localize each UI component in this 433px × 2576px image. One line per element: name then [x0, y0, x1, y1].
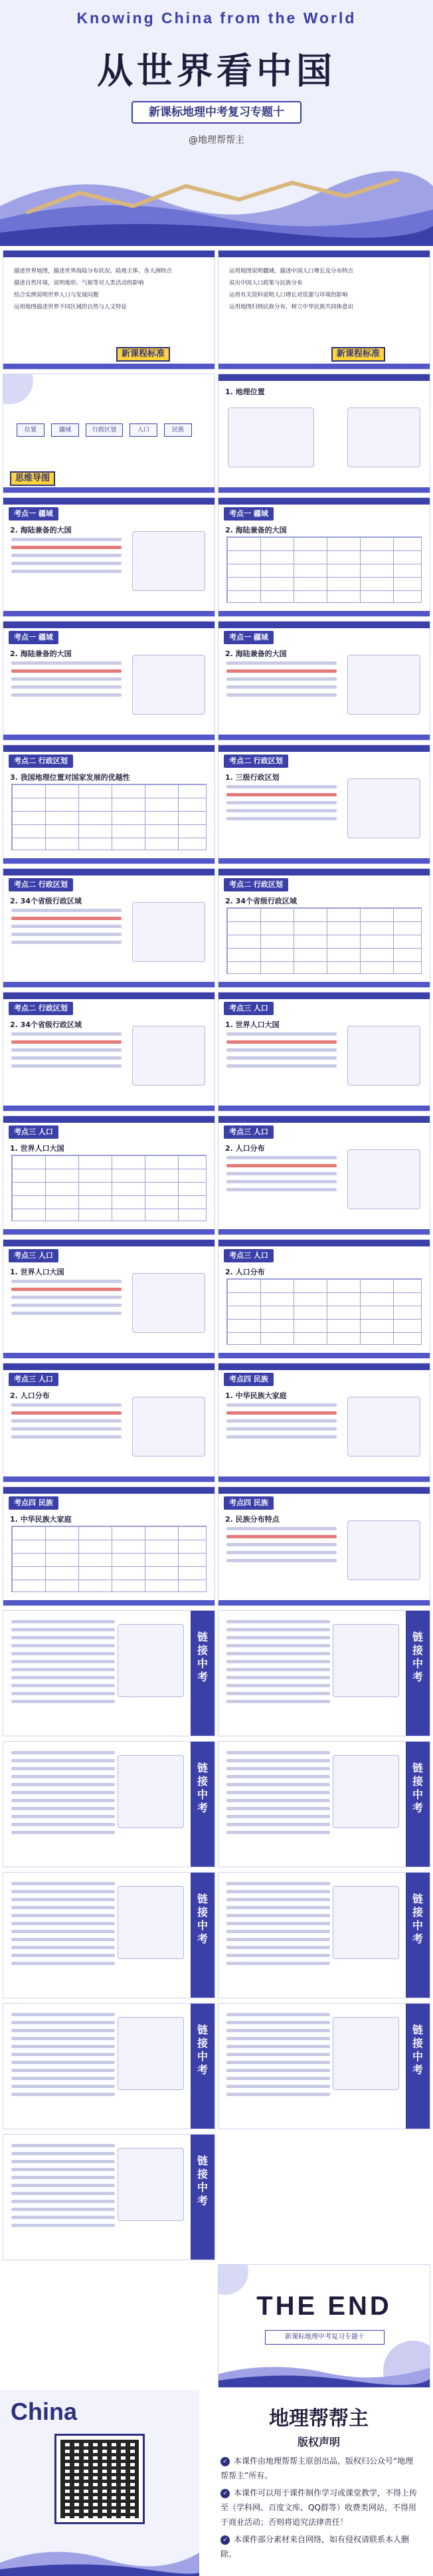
slide-heading: 1. 中华民族大家庭 [225, 1391, 287, 1400]
question-text [226, 1751, 330, 1839]
footer [0, 2390, 433, 2576]
slide-tag: 考点三 人口 [224, 1002, 274, 1015]
map-figure [347, 1149, 420, 1209]
content-text [11, 661, 122, 701]
question-text [11, 1620, 115, 1708]
content-slide [3, 621, 215, 741]
question-figure [333, 1886, 399, 1959]
great-wall-illustration [0, 2536, 199, 2576]
content-slide [3, 1363, 215, 1482]
content-slide [218, 1363, 430, 1482]
slide-mindmap [3, 374, 215, 493]
content-slide [218, 992, 430, 1112]
slide-heading: 1. 中华民族大家庭 [10, 1515, 72, 1524]
standards-banner: 新课程标准 [116, 347, 170, 362]
content-slide [3, 1115, 215, 1235]
question-text [11, 1751, 115, 1839]
slide-tag: 考点二 行政区划 [9, 878, 73, 891]
question-figure [118, 2017, 184, 2090]
content-text [11, 909, 122, 949]
content-text [226, 1403, 337, 1443]
content-text [11, 1280, 122, 1320]
mindmap-node: 疆域 [51, 423, 79, 437]
exercise-label: 链接中考 [197, 1893, 208, 1945]
slide-tag: 考点二 行政区划 [224, 878, 288, 891]
slide-heading: 1. 世界人口大国 [225, 1020, 280, 1029]
mindmap-node: 民族 [164, 423, 192, 437]
content-slide [3, 1486, 215, 1606]
slide-heading: 2. 人口分布 [10, 1391, 50, 1400]
standards-banner: 新课程标准 [331, 347, 385, 362]
great-wall-illustration [0, 146, 433, 246]
map-figure [132, 655, 205, 715]
slide-tag: 考点三 人口 [224, 1249, 274, 1262]
content-table [11, 1155, 207, 1221]
slide-heading: 2. 海陆兼备的大国 [10, 649, 72, 658]
exercise-slide [3, 1741, 215, 1867]
slide-heading: 2. 民族分布特点 [225, 1515, 280, 1524]
slide-heading: 2. 34个省级行政区域 [10, 897, 82, 905]
cover-author: @地理帮帮主 [189, 135, 244, 146]
content-slide [218, 497, 430, 617]
slide-tag: 考点二 行政区划 [224, 755, 288, 768]
exercise-slide [3, 1872, 215, 1998]
question-text [226, 1620, 330, 1708]
end-title: THE END [256, 2291, 392, 2321]
copyright-list [220, 2454, 420, 2564]
map-figure [132, 902, 205, 962]
exercise-slide [218, 1741, 430, 1867]
mindmap-node: 行政区划 [86, 423, 123, 437]
map-figure [347, 1397, 420, 1457]
slide-tag: 考点二 行政区划 [9, 1002, 73, 1015]
map-figure [347, 1026, 420, 1086]
question-figure [118, 1624, 184, 1697]
content-table [11, 784, 207, 850]
slide-heading: 1. 三级行政区划 [225, 773, 280, 782]
slide-tag: 考点四 民族 [224, 1373, 274, 1386]
exercise-label: 链接中考 [412, 2024, 423, 2076]
question-text [226, 2013, 330, 2101]
mindmap-node: 位置 [17, 423, 44, 437]
china-word: China [11, 2398, 78, 2425]
standard-item: 运用地图描述世界不同区域的自然与人文特征 [14, 304, 128, 310]
slide-heading: 1. 地理位置 [225, 388, 265, 396]
mindmap-banner: 思维导图 [10, 471, 55, 486]
slide-standards-right [218, 250, 430, 370]
standard-item: 描述自然环境，说明地形、气候等对人类活动的影响 [14, 280, 144, 287]
standard-item: 运用地图说明疆域、描述中国人口增长及分布特点 [229, 268, 354, 275]
content-slide [218, 1115, 430, 1235]
content-slide [218, 745, 430, 864]
end-subtitle: 新课标地理中考复习专题十 [265, 2330, 385, 2345]
question-figure [333, 2017, 399, 2090]
content-slide [3, 868, 215, 988]
cover-subtitle: 新课标地理中考复习专题十 [131, 101, 302, 124]
slide-tag: 考点一 疆域 [224, 507, 274, 521]
content-text [11, 538, 122, 578]
standards-left-list [14, 267, 204, 314]
slide-standards-left [3, 250, 215, 370]
slide-heading: 2. 海陆兼备的大国 [225, 649, 287, 658]
slide-heading: 2. 海陆兼备的大国 [10, 526, 72, 534]
bullet-icon: ✓ [220, 2489, 230, 2498]
exercise-label: 链接中考 [197, 2024, 208, 2076]
slide-heading: 2. 海陆兼备的大国 [225, 526, 287, 534]
question-figure [118, 1886, 184, 1959]
exercise-slide [218, 1872, 430, 1998]
slide-location [218, 374, 430, 493]
slide-heading: 2. 人口分布 [225, 1144, 265, 1153]
copyright-item: ✓ 本课件可以用于课件制作学习或课堂教学，不得上传至（学科网、百度文库、QQ群等）收费类网站，不得用于商业活动；否则将追究法律责任！ [220, 2488, 418, 2527]
content-slide [3, 497, 215, 617]
content-text [11, 1403, 122, 1443]
exercise-label: 链接中考 [412, 1762, 423, 1814]
copyright-item: ✓ 本课件由地理帮帮主原创出品，版权归公众号“地理帮帮主”所有。 [220, 2456, 414, 2480]
question-figure [333, 1624, 399, 1697]
standards-right-list [229, 267, 419, 314]
question-text [11, 2144, 115, 2232]
exercise-slide [218, 2003, 430, 2129]
question-figure [118, 2148, 184, 2221]
cover-slide [0, 0, 433, 246]
map-figure [132, 531, 205, 591]
content-table [226, 1278, 422, 1345]
hemisphere-diagram [228, 408, 314, 467]
question-text [11, 1882, 115, 1970]
slide-tag: 考点四 民族 [224, 1496, 274, 1510]
content-text [226, 1032, 337, 1072]
map-figure [347, 655, 420, 715]
brand-name: 地理帮帮主 [269, 2407, 369, 2430]
slide-tag: 考点三 人口 [9, 1373, 58, 1386]
map-figure [132, 1026, 205, 1086]
slide-tag: 考点一 疆域 [9, 507, 58, 521]
content-text [226, 661, 337, 701]
exercise-label: 链接中考 [197, 1631, 208, 1683]
copyright-title: 版权声明 [297, 2436, 340, 2448]
content-slide [3, 745, 215, 864]
cover-top-title: Knowing China from the World [76, 9, 357, 27]
standard-item: 运用有关资料说明人口增长对资源与环境的影响 [229, 292, 348, 298]
content-slide [218, 1486, 430, 1606]
great-wall-illustration [218, 2354, 430, 2387]
standard-item: 描述世界地图，描述世界海陆分布状况、陆地主体、各大洲特点 [14, 268, 173, 275]
question-text [11, 2013, 115, 2101]
slide-heading: 2. 34个省级行政区域 [225, 897, 297, 905]
exercise-slide [3, 2134, 215, 2260]
slide-tag: 考点三 人口 [224, 1125, 274, 1139]
slide-the-end [218, 2264, 430, 2388]
hemisphere-diagram [347, 408, 420, 467]
question-figure [118, 1755, 184, 1828]
mindmap-node: 人口 [130, 423, 157, 437]
content-slide [3, 1239, 215, 1359]
china-panel [0, 2390, 199, 2576]
exercise-label: 链接中考 [412, 1893, 423, 1945]
map-figure [347, 778, 420, 838]
content-slide [3, 992, 215, 1112]
exercise-slide [3, 2003, 215, 2129]
content-text [226, 1156, 337, 1196]
exercise-label: 链接中考 [197, 1762, 208, 1814]
qr-code [54, 2434, 145, 2524]
slide-heading: 2. 人口分布 [225, 1268, 265, 1276]
slide-tag: 考点一 疆域 [224, 631, 274, 644]
slide-tag: 考点三 人口 [9, 1125, 58, 1139]
map-figure [347, 1520, 420, 1580]
content-table [11, 1526, 207, 1592]
standard-item: 运用地图归纳民族分布，树立中华民族共同体意识 [229, 304, 354, 310]
cover-main-title: 从世界看中国 [97, 49, 336, 92]
content-table [226, 907, 422, 974]
content-slide [218, 621, 430, 741]
content-slide [218, 868, 430, 988]
slide-tag: 考点三 人口 [9, 1249, 58, 1262]
exercise-label: 链接中考 [412, 1631, 423, 1683]
slide-tag: 考点一 疆域 [9, 631, 58, 644]
slide-heading: 3. 我国地理位置对国家发展的优越性 [10, 773, 130, 782]
bullet-icon: ✓ [220, 2535, 230, 2545]
standard-item: 结合实例说明世界人口与发展问题 [14, 292, 99, 298]
content-text [226, 1527, 337, 1567]
exercise-label: 链接中考 [197, 2155, 208, 2207]
slide-heading: 1. 世界人口大国 [10, 1268, 64, 1276]
map-figure [132, 1397, 205, 1457]
content-slide [218, 1239, 430, 1359]
slide-tag: 考点二 行政区划 [9, 755, 73, 768]
standard-item: 说出中国人口政策与民族分布 [229, 280, 303, 287]
slide-tag: 考点四 民族 [9, 1496, 58, 1510]
content-table [226, 536, 422, 603]
map-figure [132, 1273, 205, 1333]
exercise-slide [3, 1610, 215, 1736]
exercise-slide [218, 1610, 430, 1736]
slide-heading: 2. 34个省级行政区域 [10, 1020, 82, 1029]
question-figure [333, 1755, 399, 1828]
content-text [226, 785, 337, 825]
copyright-item: ✓ 本课件部分素材来自网络，如有侵权请联系本人删除。 [220, 2535, 410, 2559]
bullet-icon: ✓ [220, 2457, 230, 2466]
question-text [226, 1882, 330, 1970]
slide-heading: 1. 世界人口大国 [10, 1144, 64, 1153]
content-text [11, 1032, 122, 1072]
